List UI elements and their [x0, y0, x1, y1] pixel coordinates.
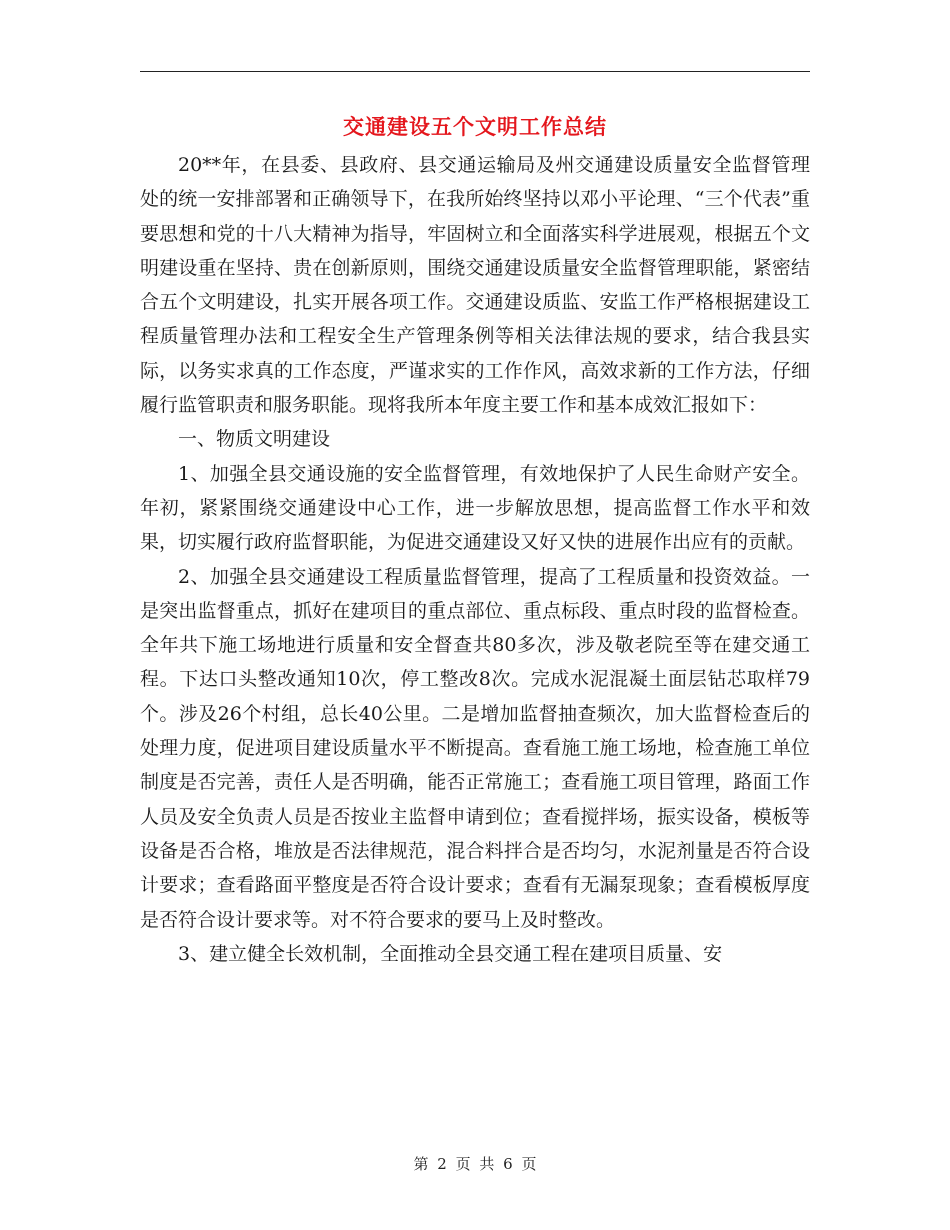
- header-rule: [140, 71, 810, 72]
- document-body: [140, 148, 810, 971]
- paragraph-item-3: 3、建立健全长效机制，全面推动全县交通工程在建项目质量、安: [178, 942, 723, 965]
- document-title: 交通建设五个文明工作总结: [343, 114, 607, 139]
- section-heading-material-civilization: 一、物质文明建设: [178, 428, 331, 451]
- paragraph-intro: 20**年，在县委、县政府、县交通运输局及州交通建设质量安全监督管理处的统一安排部署和正确领导下，在我所始终坚持以邓小平论理、“三个代表”重要思想和党的十八大精神为指导，牢固树立和全面落实科学进展观，根据五个文明建设重在坚持、贵在创新原则，围绕交通建设质量安全监督管理职能，紧密结合五个文明建设，扎实开展各项工作。交通建设质监、安监工作严格根据建设工程质量管理办法和工程安全生产管理条例等相关法律法规的要求，结合我县实际，以务实求真的工作态度，严谨求实的工作作风，高效求新的工作方法，仔细履行监管职责和服务职能。现将我所本年度主要工作和基本成效汇报如下：: [140, 154, 810, 417]
- page-number-footer: 第 2 页 共 6 页: [413, 1155, 537, 1173]
- paragraph-item-1: 1、加强全县交通设施的安全监督管理，有效地保护了人民生命财产安全。年初，紧紧围绕交通建设中心工作，进一步解放思想，提高监督工作水平和效果，切实履行政府监督职能，为促进交通建设又好又快的进展作出应有的贡献。: [140, 462, 810, 554]
- paragraph-item-2: 2、加强全县交通建设工程质量监督管理，提高了工程质量和投资效益。一是突出监督重点，抓好在建项目的重点部位、重点标段、重点时段的监督检查。全年共下施工场地进行质量和安全督查共80多次，涉及敬老院至等在建交通工程。下达口头整改通知10次，停工整改8次。完成水泥混凝土面层钻芯取样79个。涉及26个村组，总长40公里。二是增加监督抽查频次，加大监督检查后的处理力度，促进项目建设质量水平不断提高。查看施工施工场地，检查施工单位制度是否完善，责任人是否明确，能否正常施工；查看施工项目管理，路面工作人员及安全负责人员是否按业主监督申请到位；查看搅拌场，振实设备，模板等设备是否合格，堆放是否法律规范，混合料拌合是否均匀，水泥剂量是否符合设计要求；查看路面平整度是否符合设计要求；查看有无漏泵现象；查看模板厚度是否符合设计要求等。对不符合要求的要马上及时整改。: [140, 565, 810, 931]
